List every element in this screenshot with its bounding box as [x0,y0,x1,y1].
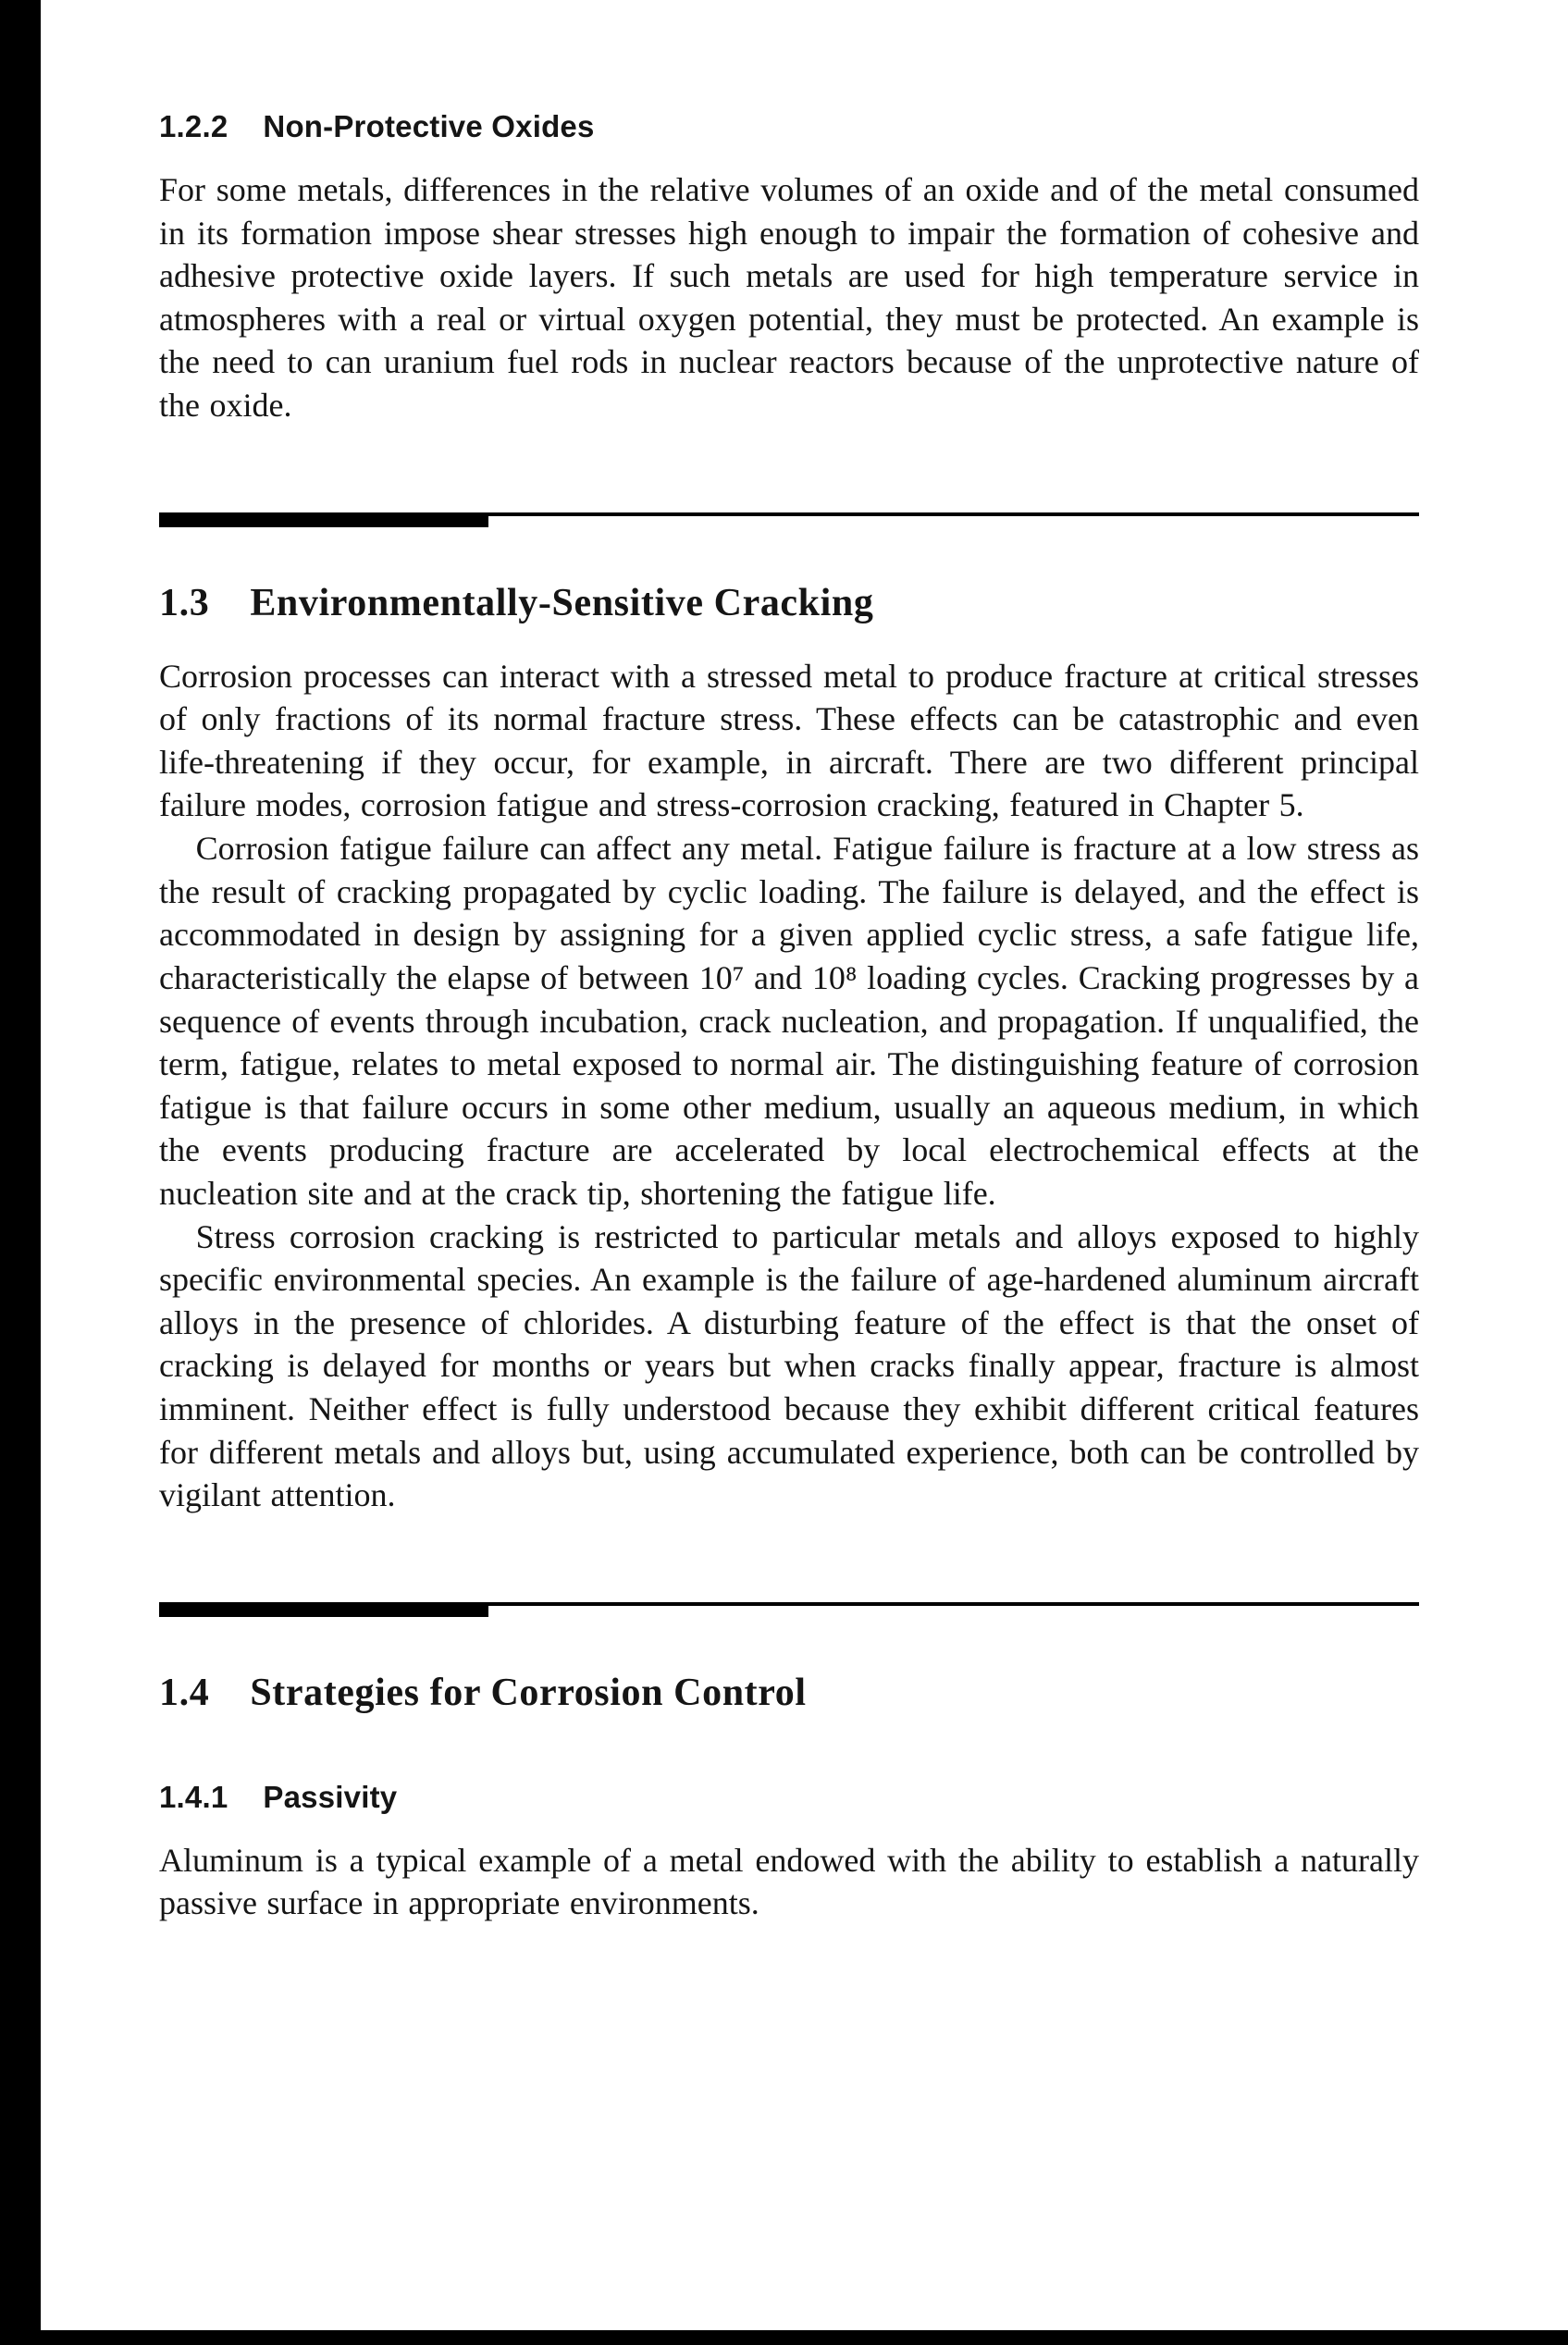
section-heading-14 [159,1671,1419,1715]
subsection-heading-122 [159,109,1419,144]
section-number: 1.3 [159,581,210,624]
divider-bar [159,1602,488,1617]
section-number: 1.4 [159,1671,210,1714]
subsection-title: Non-Protective Oxides [263,109,595,143]
section-divider [159,512,1419,527]
page-content [159,109,1419,1925]
section-title: Strategies for Corrosion Control [250,1671,807,1714]
subsection-number: 1.4.1 [159,1779,228,1814]
subsection-title: Passivity [263,1779,398,1814]
section-divider [159,1602,1419,1617]
paragraph: Aluminum is a typical example of a metal endowed with the ability to establish a naturally passive surface in appropriate environments. [159,1841,1419,1922]
scan-edge-left [0,0,41,2345]
paragraph: For some metals, differences in the relative volumes of an oxide and of the metal consumed in its formation impose shear stresses high enough to impair the formation of cohesive and adhesive protective oxide layers. If such metals are used for high temperature service in atmospheres with a real or virtual oxygen potential, they must be protected. An example is the need to can uranium fuel rods in nuclear reactors because of the unprotective nature of the oxide. [159,171,1419,425]
paragraph: Corrosion fatigue failure can affect any metal. Fatigue failure is fracture at a low stress as the result of cracking propagated by cyclic loading. The failure is delayed, and the effect is accommodated in design by assigning for a given applied cyclic stress, a safe fatigue life, characteristically the elapse of between 10⁷ and 10⁸ loading cycles. Cracking progresses by a sequence of events through incubation, crack nucleation, and propagation. If unqualified, the term, fatigue, relates to metal exposed to normal air. The distinguishing feature of corrosion fatigue is that failure occurs in some other medium, usually an aqueous medium, in which the events producing fracture are accelerated by local electrochemical effects at the nucleation site and at the crack tip, shortening the fatigue life. [159,830,1419,1212]
scan-edge-bottom [0,2330,1568,2345]
paragraph: Corrosion processes can interact with a stressed metal to produce fracture at critical stresses of only fractions of its normal fracture stress. These effects can be catastrophic and even life-threatening if they occur, for example, in aircraft. There are two different principal failure modes, corrosion fatigue and stress-corrosion cracking, featured in Chapter 5. [159,657,1419,824]
subsection-heading-141 [159,1780,1419,1815]
section-heading-13 [159,581,1419,625]
section-title: Environmentally-Sensitive Cracking [250,581,874,624]
subsection-block-141 [159,1780,1419,1925]
divider-bar [159,512,488,527]
paragraph: Stress corrosion cracking is restricted to particular metals and alloys exposed to highly specific environmental species. An example is the failure of age-hardened aluminum aircraft alloys in the presence of chlorides. A disturbing feature of the effect is that the onset of cracking is delayed for months or years but when cracks finally appear, fracture is almost imminent. Neither effect is fully understood because they exhibit different critical features for different metals and alloys but, using accumulated experience, both can be controlled by vigilant attention. [159,1217,1419,1514]
subsection-number: 1.2.2 [159,109,228,143]
